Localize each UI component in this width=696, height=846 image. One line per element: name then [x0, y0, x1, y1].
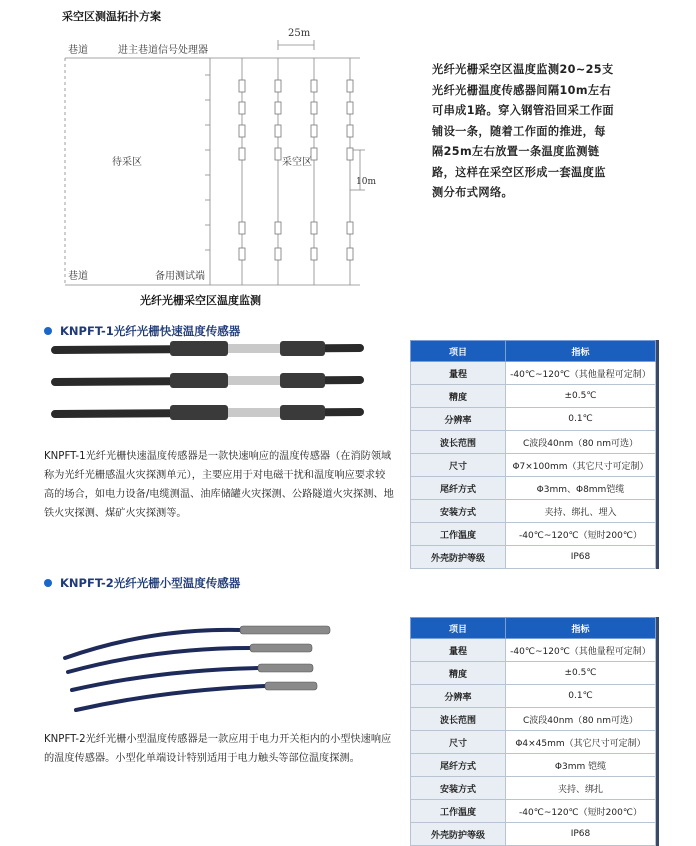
- sensor1-cables-image: [50, 338, 370, 428]
- section1-title-text: KNPFT-1光纤光栅快速温度传感器: [60, 324, 241, 338]
- spec-key: 量程: [411, 362, 506, 385]
- spec-key: 量程: [411, 639, 506, 662]
- section2-spec-table: [410, 617, 656, 846]
- sensor-mark: [239, 102, 245, 114]
- table-row: [411, 777, 656, 800]
- spec-value: C波段40nm（80 nm可选）: [506, 708, 656, 731]
- table-header-value: 指标: [506, 618, 656, 639]
- spec-value: Φ7×100mm（其它尺寸可定制）: [506, 454, 656, 477]
- section1-title: [44, 323, 240, 339]
- sensor-mark: [347, 125, 353, 137]
- diagram-title: 采空区测温拓扑方案: [62, 10, 161, 23]
- label-goaf: 采空区: [282, 157, 312, 168]
- table-row: [411, 662, 656, 685]
- sensor-mark: [275, 248, 281, 260]
- intro-text: 光纤光栅采空区温度监测20~25支光纤光栅温度传感器间隔10m左右可串成1路。穿入钢管沿回采工作面铺设一条，随着工作面的推进，每隔25m左右放置一条温度监测链路，这样在采空区形成一套温度监测分布式网络。: [432, 63, 614, 199]
- spec-key: 波长范围: [411, 431, 506, 454]
- spec-value: 夹持、绑扎: [506, 777, 656, 800]
- spec-value: C波段40nm（80 nm可选）: [506, 431, 656, 454]
- table-row: [411, 362, 656, 385]
- spec-key: 尺寸: [411, 454, 506, 477]
- diagram-caption: 光纤光栅采空区温度监测: [140, 294, 261, 307]
- table-row: [411, 454, 656, 477]
- table-row: [411, 639, 656, 662]
- sensor-mark: [275, 148, 281, 160]
- sensor-mark: [239, 222, 245, 234]
- spec-key: 精度: [411, 385, 506, 408]
- spec-key: 工作温度: [411, 523, 506, 546]
- label-roadway-bottom: 巷道: [68, 271, 88, 282]
- sensor-mark: [239, 148, 245, 160]
- spec-key: 尾纤方式: [411, 754, 506, 777]
- spec-value: 夹持、绑扎、埋入: [506, 500, 656, 523]
- table-row: [411, 546, 656, 569]
- spec-value: -40℃~120℃（短时200℃）: [506, 523, 656, 546]
- label-10m: 10m: [356, 177, 376, 187]
- spec-value: -40℃~120℃（其他量程可定制）: [506, 362, 656, 385]
- sensor-mark: [347, 248, 353, 260]
- spec-key: 波长范围: [411, 708, 506, 731]
- spec-value: Φ4×45mm（其它尺寸可定制）: [506, 731, 656, 754]
- sensor-mark: [275, 80, 281, 92]
- sensor-mark: [311, 222, 317, 234]
- sensor-mark: [347, 222, 353, 234]
- sensor-mark: [275, 125, 281, 137]
- table-row: [411, 500, 656, 523]
- table-header-row: [411, 618, 656, 639]
- table-row: [411, 708, 656, 731]
- sensor-mark: [239, 125, 245, 137]
- sensor2-cables-image: [60, 610, 360, 720]
- section2-title: [44, 575, 240, 591]
- bullet-dot-icon: [44, 327, 52, 335]
- spec-value: ±0.5℃: [506, 385, 656, 408]
- sensor-mark: [347, 148, 353, 160]
- spec-key: 分辨率: [411, 408, 506, 431]
- spec-key: 外壳防护等级: [411, 823, 506, 846]
- table-header-item: 项目: [411, 341, 506, 362]
- sensor-mark: [311, 102, 317, 114]
- spec-key: 分辨率: [411, 685, 506, 708]
- sensor-mark: [311, 125, 317, 137]
- label-backup: 备用测试端: [155, 271, 205, 282]
- label-roadway-top: 巷道: [68, 45, 88, 56]
- table-header-row: [411, 341, 656, 362]
- spec-value: 0.1℃: [506, 408, 656, 431]
- spec-value: 0.1℃: [506, 685, 656, 708]
- table-row: [411, 431, 656, 454]
- table-row: [411, 800, 656, 823]
- table-row: [411, 408, 656, 431]
- spec-value: IP68: [506, 823, 656, 846]
- sensor-mark: [347, 102, 353, 114]
- sensor-mark: [311, 80, 317, 92]
- spec-key: 外壳防护等级: [411, 546, 506, 569]
- section2-description: KNPFT-2光纤光栅小型温度传感器是一款应用于电力开关柜内的小型快速响应的温度传感器。小型化单端设计特别适用于电力触头等部位温度探测。: [44, 734, 392, 764]
- spec-key: 精度: [411, 662, 506, 685]
- topology-diagram: [0, 0, 400, 300]
- spec-key: 尺寸: [411, 731, 506, 754]
- table-row: [411, 685, 656, 708]
- sensor-mark: [239, 80, 245, 92]
- spec-key: 安装方式: [411, 500, 506, 523]
- label-uncut: 待采区: [112, 157, 142, 168]
- table-row: [411, 523, 656, 546]
- sensor-mark: [347, 80, 353, 92]
- section2-title-text: KNPFT-2光纤光栅小型温度传感器: [60, 576, 241, 590]
- sensor-mark: [275, 222, 281, 234]
- table-row: [411, 823, 656, 846]
- table-header-value: 指标: [506, 341, 656, 362]
- sensor-mark: [239, 248, 245, 260]
- table-row: [411, 731, 656, 754]
- section1-spec-table: [410, 340, 656, 569]
- label-to-processor: 进主巷道信号处理器: [118, 45, 208, 56]
- table-header-item: 项目: [411, 618, 506, 639]
- table-row: [411, 754, 656, 777]
- spec-value: Φ3mm、Φ8mm铠缆: [506, 477, 656, 500]
- spec-value: Φ3mm 铠缆: [506, 754, 656, 777]
- sensor-mark: [311, 248, 317, 260]
- section1-description: KNPFT-1光纤光栅快速温度传感器是一款快速响应的温度传感器（在消防领域称为光纤光栅感温火灾探测单元），主要应用于对电磁干扰和温度响应要求较高的场合，如电力设备/电缆测温、油库储罐火灾探测、公路隧道火灾探测、地铁火灾探测、煤矿火灾探测等。: [44, 451, 394, 519]
- spec-value: -40℃~120℃（其他量程可定制）: [506, 639, 656, 662]
- spec-value: IP68: [506, 546, 656, 569]
- sensor-mark: [275, 102, 281, 114]
- spec-value: ±0.5℃: [506, 662, 656, 685]
- spec-key: 尾纤方式: [411, 477, 506, 500]
- bullet-dot-icon: [44, 579, 52, 587]
- table-row: [411, 385, 656, 408]
- spec-value: -40℃~120℃（短时200℃）: [506, 800, 656, 823]
- table-row: [411, 477, 656, 500]
- spec-key: 安装方式: [411, 777, 506, 800]
- label-25m: 25m: [288, 28, 311, 39]
- spec-key: 工作温度: [411, 800, 506, 823]
